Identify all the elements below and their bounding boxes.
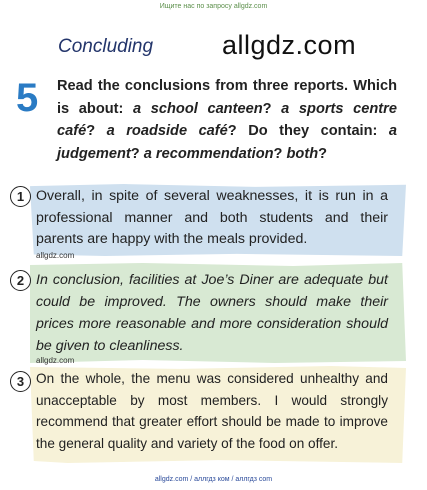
section-title: Concluding	[58, 36, 154, 57]
task-number: 5	[16, 76, 39, 120]
instruction-part: ?	[318, 145, 328, 162]
instruction-part: a school canteen	[133, 100, 263, 117]
report-text-1: Overall, in spite of several weaknesses, it is run in a professional manner and both students and their parents are happy with the meals provided.	[36, 188, 388, 247]
report-number-badge-1: 1	[10, 186, 31, 207]
instruction-part: ?	[273, 145, 287, 162]
instruction-part: ?	[130, 145, 144, 162]
instruction-part: Read the conclusions from three reports. Which is about:	[57, 78, 397, 117]
instruction-part: ?	[86, 123, 107, 139]
instruction-part: a roadside café	[106, 123, 228, 139]
footer-watermark: allgdz.com / аллгдз ком / аллгдз com	[154, 476, 273, 483]
instruction-part: a recommendation	[143, 145, 274, 162]
instruction-part: a judgement	[57, 123, 397, 162]
inline-watermark-2: allgdz.com	[36, 356, 75, 365]
report-number-badge-3: 3	[10, 371, 31, 392]
instruction-part: both	[286, 145, 319, 162]
brand-watermark: allgdz.com	[222, 30, 357, 60]
top-watermark: Ищите нас по запросу allgdz.com	[159, 3, 268, 10]
report-text-2: In conclusion, facilities at Joe’s Diner are adequate but could be improved. The owners should make their prices more reasonable and more consideration should be given to cleanliness.	[36, 272, 388, 354]
inline-watermark-1: allgdz.com	[36, 251, 75, 260]
instruction-part: a sports centre café	[57, 100, 397, 139]
instruction-part: ?	[262, 100, 282, 117]
task-instruction	[57, 75, 397, 165]
report-text-3: On the whole, the menu was considered unhealthy and unacceptable by most members. I would strongly recommend that greater effort should be made to improve the general quality and variety of the food on offer.	[36, 371, 388, 451]
instruction-part: ? Do they contain:	[227, 123, 389, 139]
report-number-badge-2: 2	[10, 270, 31, 291]
